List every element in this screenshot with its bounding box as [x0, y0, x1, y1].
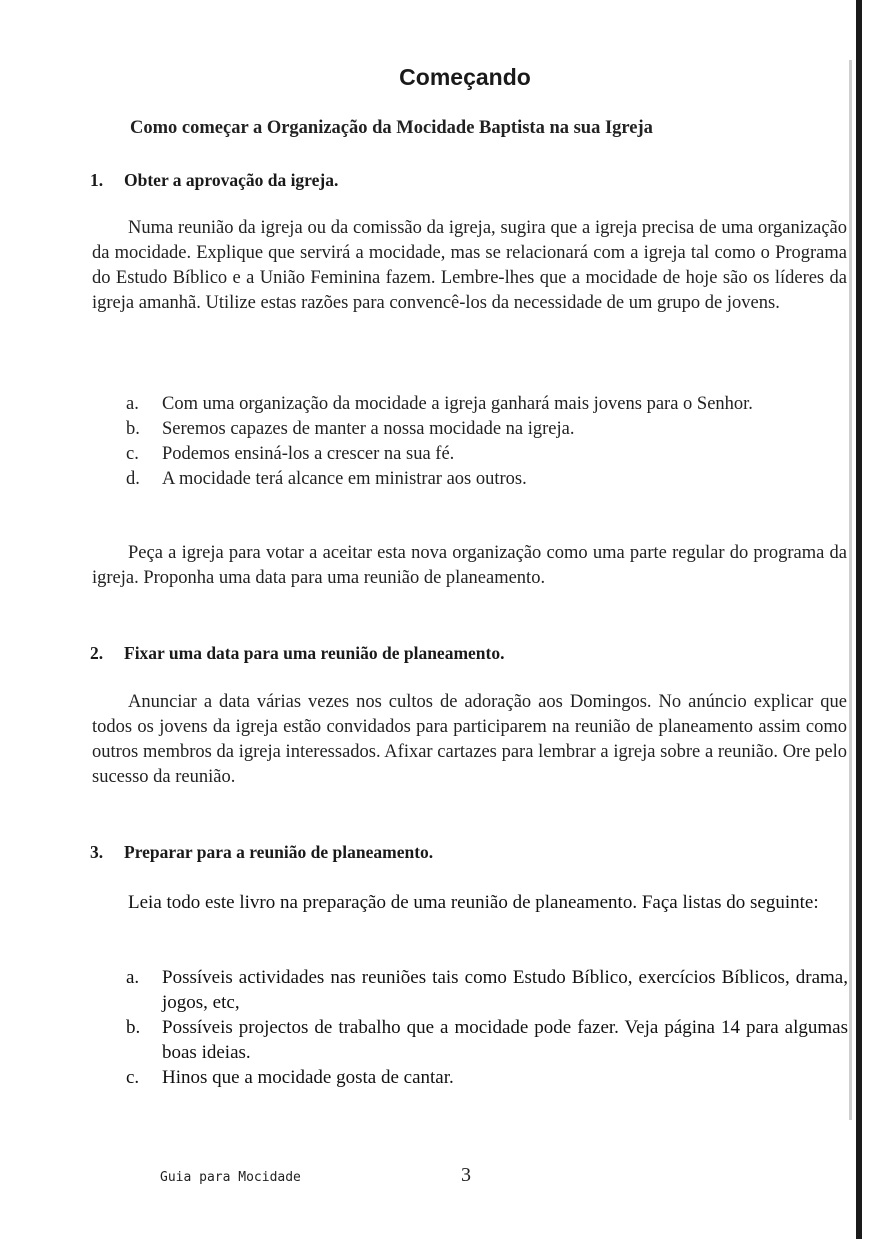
list-marker: a.	[126, 394, 139, 414]
list-item	[126, 965, 848, 1015]
page-subtitle: Como começar a Organização da Mocidade Baptista na sua Igreja	[130, 118, 653, 138]
list-item	[126, 1065, 848, 1090]
section-1-paragraph-text: Numa reunião da igreja ou da comissão da igreja, sugira que a igreja precisa de uma organização da mocidade. Explique que servirá a mocidade, mas se relacionará com a igreja tal como o Programa do Estudo Bíblico e a União Feminina fazem. Lembre-lhes que a mocidade de hoje são os líderes da igreja amanhã. Utilize estas razões para convencê-los da necessidade de um grupo de jovens.	[92, 218, 847, 313]
section-1-paragraph	[92, 216, 847, 316]
list-item	[126, 467, 848, 492]
list-marker: a.	[126, 967, 140, 988]
list-item-text: Possíveis actividades nas reuniões tais como Estudo Bíblico, exercícios Bíblicos, drama, jogos, etc,	[162, 967, 848, 1013]
section-3-paragraph-text: Leia todo este livro na preparação de uma reunião de planeamento. Faça listas do seguinte:	[128, 892, 819, 913]
section-1-title: Obter a aprovação da igreja.	[124, 170, 339, 190]
section-1-list	[126, 392, 848, 492]
scan-edge-shadow	[849, 60, 852, 1120]
list-item-text: Podemos ensiná-los a crescer na sua fé.	[162, 444, 455, 464]
list-item	[126, 1015, 848, 1065]
list-marker: d.	[126, 469, 140, 489]
footer-book-title: Guia para Mocidade	[160, 1170, 301, 1185]
list-marker: b.	[126, 1017, 141, 1038]
section-1-heading	[90, 170, 338, 191]
scan-edge-line	[856, 0, 862, 1239]
list-marker: c.	[126, 444, 139, 464]
section-3-paragraph	[92, 890, 847, 915]
list-item	[126, 392, 848, 417]
list-marker: b.	[126, 419, 140, 439]
section-3-heading	[90, 842, 433, 863]
section-2-paragraph-text: Anunciar a data várias vezes nos cultos de adoração aos Domingos. No anúncio explicar que todos os jovens da igreja estão convidados para participarem na reunião de planeamento assim como outros membros da igreja interessados. Afixar cartazes para lembrar a igreja sobre a reunião. Ore pelo sucesso da reunião.	[92, 692, 847, 787]
list-item-text: Seremos capazes de manter a nossa mocidade na igreja.	[162, 419, 575, 439]
list-marker: c.	[126, 1067, 140, 1088]
section-3-title: Preparar para a reunião de planeamento.	[124, 842, 434, 862]
section-2-title: Fixar uma data para uma reunião de planeamento.	[124, 643, 505, 663]
list-item	[126, 417, 848, 442]
list-item-text: Possíveis projectos de trabalho que a mocidade pode fazer. Veja página 14 para algumas boas ideias.	[162, 1017, 848, 1063]
list-item-text: A mocidade terá alcance em ministrar aos outros.	[162, 469, 527, 489]
section-1-closing	[92, 541, 847, 591]
section-2-heading	[90, 643, 504, 664]
section-3-list	[126, 965, 848, 1090]
page-title: Começando	[399, 64, 531, 90]
section-1-number: 1.	[90, 170, 104, 190]
list-item-text: Hinos que a mocidade gosta de cantar.	[162, 1067, 454, 1088]
section-1-closing-text: Peça a igreja para votar a aceitar esta nova organização como uma parte regular do programa da igreja. Proponha uma data para uma reunião de planeamento.	[92, 543, 847, 588]
section-2-paragraph	[92, 690, 847, 790]
list-item	[126, 442, 848, 467]
section-3-number: 3.	[90, 842, 104, 862]
list-item-text: Com uma organização da mocidade a igreja ganhará mais jovens para o Senhor.	[162, 394, 753, 414]
footer-page-number: 3	[461, 1164, 471, 1186]
section-2-number: 2.	[90, 643, 104, 663]
